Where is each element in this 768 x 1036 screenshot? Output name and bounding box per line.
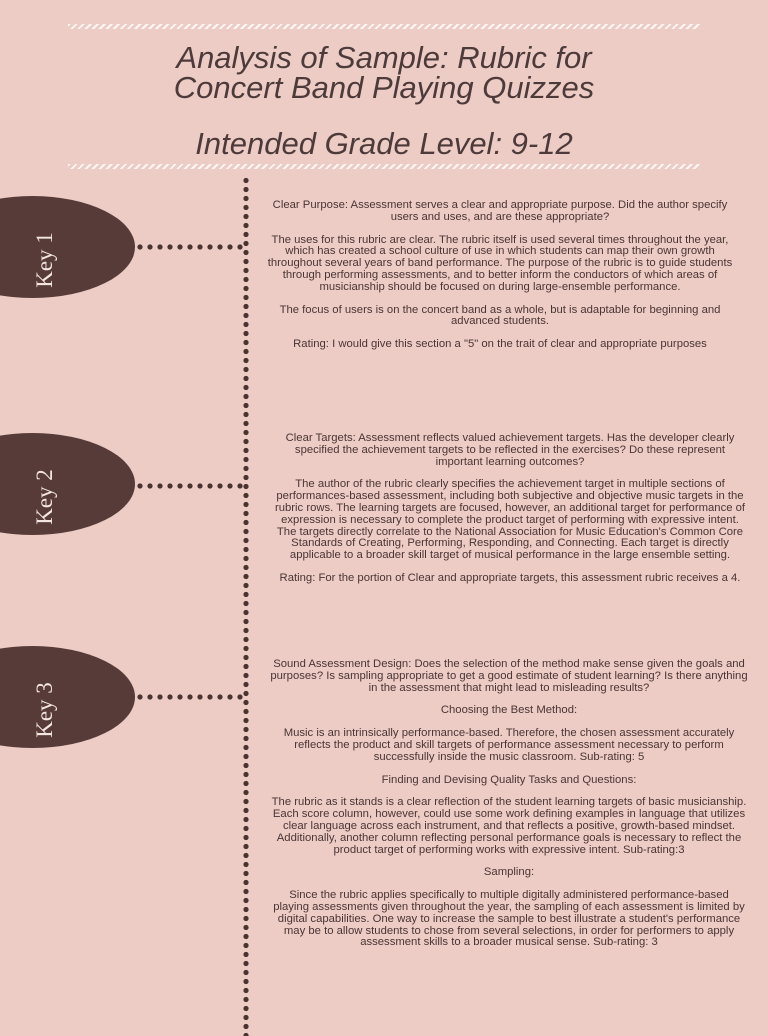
section-3-paragraph: Since the rubric applies specifically to multiple digitally administered performance-based playing assessments given throughout the year, the sampling of each assessment is limited by digital capabilities. One way to increase the sample to best illustrate a student's performance may be to allow students to chose from several selections, in order for performers to apply assessment skills to a broader musical sense. Sub-rating: 3 [273,889,745,949]
key-2-connector [135,483,245,489]
section-3-paragraph: The rubric as it stands is a clear reflection of the student learning targets of basic musicianship. Each score column, however, could use some work defining examples in language that utilizes clear language across each instrument, and that reflects a positive, growth-based mindset. Additionally, another column reflecting personal performance goals is necessary to reflect the product target of performing works with expressive intent. Sub-rating:3 [271,796,747,856]
grade-level-heading: Intended Grade Level: 9-12 [195,126,573,161]
section-3-paragraph: Music is an intrinsically performance-based. Therefore, the chosen assessment accurately reflects the product and skill targets of performance assessment necessary to perform successfully inside the music classroom. Sub-rating: 5 [283,727,735,763]
section-3-paragraph: Sound Assessment Design: Does the selection of the method make sense given the goals and purposes? Is sampling appropriate to get a good estimate of student learning? Is there anything in the assessment that might lead to misleading results? [270,658,748,694]
key-1-connector [135,244,245,250]
section-3-subheading: Sampling: [483,866,535,879]
key-1-badge [0,196,135,298]
key-2-badge [0,433,135,535]
section-1-paragraph: The focus of users is on the concert band as a whole, but is adaptable for beginning and advanced students. [279,303,721,328]
page-title-line1: Analysis of Sample: Rubric for [176,40,592,75]
page-title-line2: Concert Band Playing Quizzes [173,70,595,105]
timeline-dotted-line [243,176,249,1036]
key-3-connector [135,694,245,700]
section-1-paragraph: Clear Purpose: Assessment serves a clear and appropriate purpose. Did the author specify users and uses, and are these appropriate? [272,199,728,223]
section-clear-targets [274,433,746,596]
section-3-subheading: Finding and Devising Quality Tasks and Questions: [381,773,637,786]
section-2-paragraph: The author of the rubric clearly specifies the achievement target in multiple sections of performances-based assessment, including both subjective and objective music targets in the rubric rows. The learning targets are focused, however, an additional target for performance of expression is necessary to complete the product target of performing with expressive intent. The targets directly correlate to the National Association for Music Education's Common Core Standards of Creating, Performing, Responding, and Connecting. Each target is directly applicable to a broader skill target of musical performance in the large ensemble setting. [274,478,746,562]
section-1-paragraph: Rating: I would give this section a "5" on the trait of clear and appropriate purposes [293,338,707,351]
section-sound-assessment-design [270,659,748,960]
section-3-subheading: Choosing the Best Method: [440,704,578,717]
section-clear-purpose [266,200,734,362]
key-3-badge [0,646,135,748]
bottom-divider [68,164,700,169]
section-2-paragraph: Clear Targets: Assessment reflects valued achievement targets. Has the developer clearly specified the achievement targets to be reflected in the exercises? Do these represent important learning outcomes? [285,432,735,468]
top-divider [68,24,700,29]
section-1-paragraph: The uses for this rubric are clear. The rubric itself is used several times throughout the year, which has created a school culture of use in which students can map their own growth throughout several years of band performance. The purpose of the rubric is to guide students through performing assessments, and to better inform the conductors of which areas of musicianship should be focused on during large-ensemble performance. [267,233,733,293]
section-2-paragraph: Rating: For the portion of Clear and appropriate targets, this assessment rubric receives a 4. [279,571,741,584]
